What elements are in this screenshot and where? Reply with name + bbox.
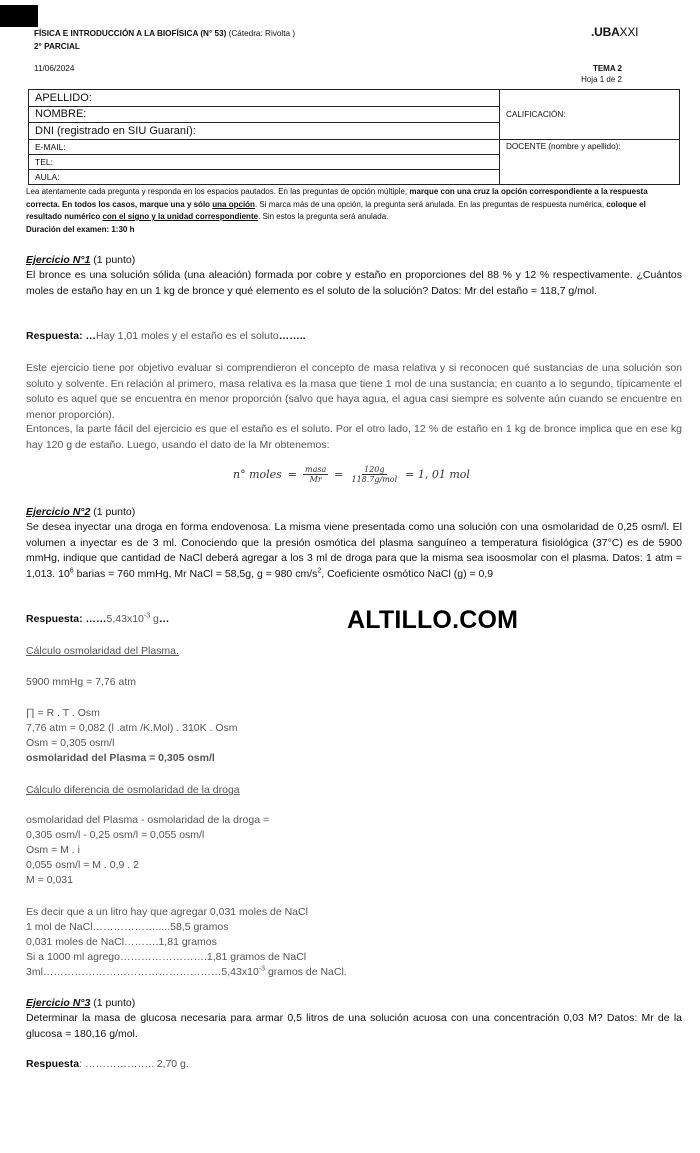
exercise-1-explanation: Este ejercicio tiene por objetivo evaluar si comprendieron el concepto de masa relativa y si reconocen qué sustancias de una solución son soluto y solvente. En relación al primero, masa relativa es la masa que tiene 1 mol de una sustancia; en cuanto a lo segundo, típicamente el soluto es aquel que se encuentra en menor proporción (salvo que haya agua, el agua casi siempre es solvente aún cuando se encuentre en menor proporción). xyxy=(26,362,682,421)
student-info-form xyxy=(28,89,680,185)
exercise-1-title: Ejercicio N°1 (1 punto) xyxy=(26,254,136,266)
exam-type: 2° PARCIAL xyxy=(34,42,80,51)
exercise-3-title: Ejercicio N°3 (1 punto) xyxy=(26,997,136,1009)
docente-field[interactable]: DOCENTE (nombre y apellido): xyxy=(500,139,680,184)
exercise-2-statement: Se desea inyectar una droga en forma endovenosa. La misma viene presentada como una solución con una osmolaridad de 0,25 osm/l. El volumen a inyectar es de 3 ml. Conociendo que la presión osmótica del plasma sanguíneo a temperatura fisiológica (37°C) es de 5900 mmHg, indique que cantidad de NaCl deberá agregar a los 3 ml de droga para que la misma sea isoosmolar con el plasma. Datos: 1 atm = 1,013. $10^6$ barias = 760 mmHg, Mr NaCl = 58,5g, g = 980 $cm/s^2$, Coeficiente osmótico NaCl (g) = 0,9 xyxy=(26,521,682,580)
calc-line: 7,76 atm = 0,082 (l .atm /K.Mol) . 310K . Osm xyxy=(26,722,238,734)
exercise-1-explanation-2: Entonces, la parte fácil del ejercicio es que el estaño es el soluto. Por el otro lado, 12 % de estaño en 1 kg de bronce implica que en ese kg hay 120 g de estaño. Luego, usando el dato de la Mr obtenemos: xyxy=(26,423,682,451)
exercise-2-answer: Respuesta: $\dots\dots 5,43x10^{-3}$ g… xyxy=(26,612,170,625)
calc-line: 0,055 osm/l = M . 0,9 . 2 xyxy=(26,859,139,871)
calc-line: 0,031 moles de NaCl……….1,81 gramos xyxy=(26,936,217,948)
nombre-field[interactable]: NOMBRE: xyxy=(29,106,500,123)
instructions: Lea atentamente cada pregunta y responda en los espacios pautados. En las preguntas de opción múltiple, marque con una cruz la opción correspondiente a la respuesta correcta. En todos los casos, marque una y sólo una opción. Si marca más de una opción, la pregunta será anulada. En las preguntas de respuesta numérica, coloque el resultado numérico con el signo y la unidad correspondiente. Sin estos la pregunta será anulada. Duración del examen: 1:30 h xyxy=(26,187,648,234)
section-title: Cálculo osmolaridad del Plasma. xyxy=(26,645,179,657)
calc-line: Osm = 0,305 osm/l xyxy=(26,737,115,749)
calc-line: 1 mol de NaCl……………….....58,5 gramos xyxy=(26,921,229,933)
calc-line: ∏ = R . T . Osm xyxy=(26,707,100,719)
uba-xxi-logo: .UBAXXI xyxy=(591,25,639,39)
email-field[interactable]: E-MAIL: xyxy=(29,139,500,154)
page-indicator: Hoja 1 de 2 xyxy=(581,75,622,84)
calc-line: 5900 mmHg = 7,76 atm xyxy=(26,676,137,688)
section-title: Cálculo diferencia de osmolaridad de la droga xyxy=(26,784,240,796)
calificacion-field[interactable]: CALIFICACIÓN: xyxy=(500,90,680,140)
dni-field[interactable]: DNI (registrado en SIU Guaraní): xyxy=(29,123,500,140)
course-title: FÍSICA E INTRODUCCIÓN A LA BIOFÍSICA (N° 53) (Cátedra: Rivolta ) xyxy=(34,29,296,38)
calc-line: 0,305 osm/l - 0,25 osm/l = 0,055 osm/l xyxy=(26,829,205,841)
calc-line: osmolaridad del Plasma - osmolaridad de la droga = xyxy=(26,814,270,826)
calc-result: osmolaridad del Plasma = 0,305 osm/l xyxy=(26,752,215,764)
calc-line: Si a 1000 ml agrego…………………….1,81 gramos de NaCl xyxy=(26,951,307,963)
exercise-1-answer: Respuesta: …Hay 1,01 moles y el estaño es el soluto…….. xyxy=(26,330,306,342)
exercise-2-title: Ejercicio N°2 (1 punto) xyxy=(26,506,136,518)
calc-line: Osm = M . i xyxy=(26,844,80,856)
calc-line: $3ml\dots\dots\dots\dots\dots\dots\dots\dots\dots\dots\dots\dots\dots\dots\dots\dots\dots 5,43x10^{-3}$ gramos de NaCl. xyxy=(26,965,347,978)
calc-line: Es decir que a un litro hay que agregar 0,031 moles de NaCl xyxy=(26,906,308,918)
aula-field[interactable]: AULA: xyxy=(29,169,500,184)
exercise-3-answer: Respuesta: ……………….. 2,70 g. xyxy=(26,1058,189,1070)
moles-formula: n° moles = $\frac{\text{masa}}{Mr}$ = $\frac{120g}{\text{118.7g/mol}}$ = 1, 01 mol xyxy=(233,465,470,484)
exercise-1-statement: El bronce es una solución sólida (una aleación) formada por cobre y estaño en proporciones del 88 % y 12 % respectivamente. ¿Cuántos moles de estaño hay en un 1 kg de bronce y qué elemento es el soluto de la solución? Datos: Mr del estaño = 118,7 g/mol. xyxy=(26,269,682,297)
calc-line: M = 0,031 xyxy=(26,874,73,886)
redaction-block xyxy=(0,5,38,27)
exam-date: 11/06/2024 xyxy=(34,64,75,73)
exercise-3-statement: Determinar la masa de glucosa necesaria para armar 0,5 litros de una solución acuosa con una concentración 0,03 M? Datos: Mr de la glucosa = 180,16 g/mol. xyxy=(26,1012,682,1040)
apellido-field[interactable]: APELLIDO: xyxy=(29,90,500,107)
tema-label: TEMA 2 xyxy=(592,64,622,73)
altillo-watermark: ALTILLO.COM xyxy=(347,606,519,634)
tel-field[interactable]: TEL: xyxy=(29,154,500,169)
